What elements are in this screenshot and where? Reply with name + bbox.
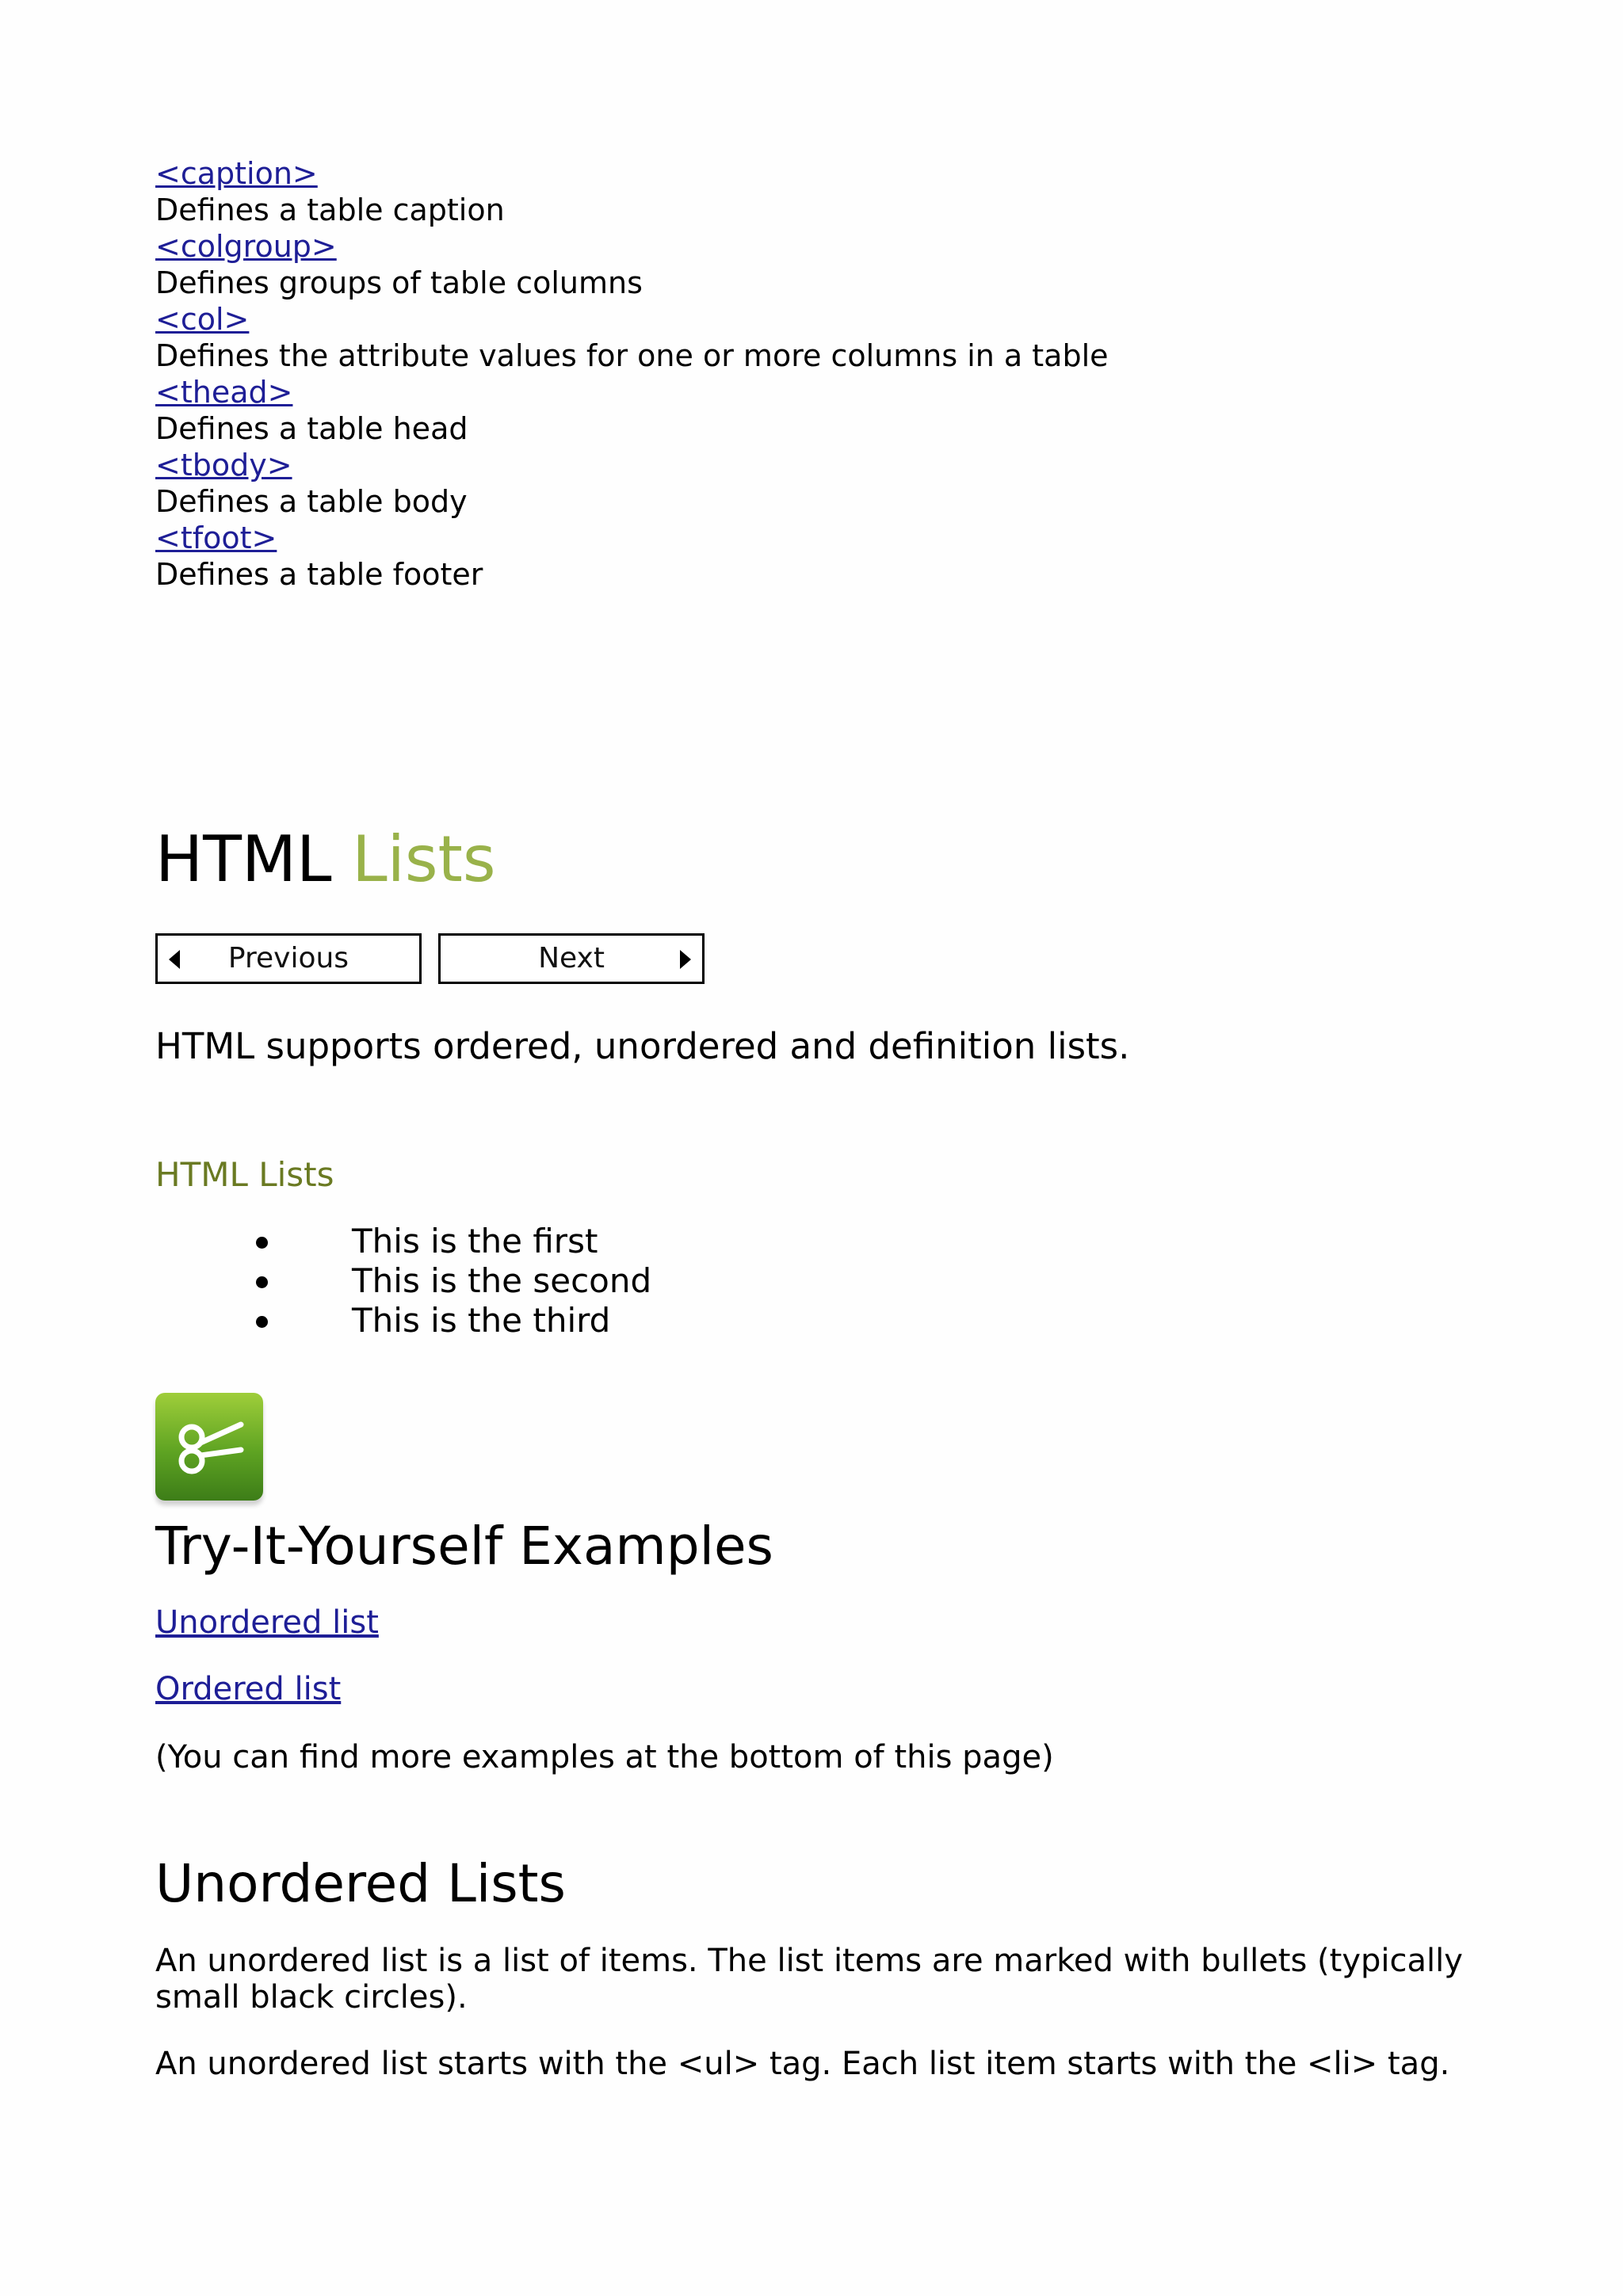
list-item	[155, 1261, 651, 1301]
list-item-text: This is the first	[352, 1222, 598, 1261]
previous-button-label: Previous	[227, 942, 349, 974]
tag-link-tfoot[interactable]: <tfoot>	[155, 521, 277, 555]
list-item-text: This is the third	[352, 1301, 611, 1340]
tag-link-thead[interactable]: <thead>	[155, 375, 293, 410]
unordered-lists-heading: Unordered Lists	[155, 1853, 566, 1914]
list-item	[155, 1222, 651, 1261]
bullet-icon	[256, 1316, 268, 1328]
list-item	[155, 1301, 651, 1341]
intro-text: HTML supports ordered, unordered and definition lists.	[155, 1025, 1130, 1067]
page-title	[155, 816, 496, 903]
tag-description: Defines a table footer	[155, 557, 483, 592]
page-title-part2: Lists	[352, 822, 496, 896]
unordered-description: An unordered list is a list of items. The list items are marked with bullets (typically small black circles).	[155, 1943, 1463, 2016]
tag-description: Defines the attribute values for one or more columns in a table	[155, 338, 1109, 373]
unordered-tag-description: An unordered list starts with the <ul> tag. Each list item starts with the <li> tag.	[155, 2046, 1450, 2082]
tag-link-col[interactable]: <col>	[155, 302, 250, 337]
page-title-part1: HTML	[155, 822, 332, 896]
bullet-icon	[256, 1276, 268, 1288]
arrow-right-icon	[680, 950, 691, 969]
next-button-label: Next	[538, 942, 605, 974]
tag-link-tbody[interactable]: <tbody>	[155, 448, 292, 482]
tag-link-colgroup[interactable]: <colgroup>	[155, 229, 337, 264]
tag-description: Defines a table head	[155, 411, 468, 446]
list-item-text: This is the second	[352, 1261, 652, 1300]
tag-description: Defines a table body	[155, 484, 468, 519]
tag-description: Defines a table caption	[155, 193, 505, 227]
example-list	[155, 1222, 651, 1341]
previous-button[interactable]	[155, 933, 422, 984]
ordered-list-example-link[interactable]: Ordered list	[155, 1671, 342, 1707]
next-button[interactable]	[438, 933, 705, 984]
tag-description: Defines groups of table columns	[155, 265, 643, 300]
try-it-yourself-heading: Try-It-Yourself Examples	[155, 1516, 773, 1577]
bullet-icon	[256, 1237, 268, 1249]
unordered-list-example-link[interactable]: Unordered list	[155, 1604, 379, 1641]
more-examples-note: (You can find more examples at the bottom of this page)	[155, 1739, 1054, 1775]
table-tag-reference	[155, 155, 1503, 593]
scissors-icon	[155, 1393, 263, 1501]
example-title: HTML Lists	[155, 1155, 334, 1194]
tag-link-caption[interactable]: <caption>	[155, 156, 318, 191]
